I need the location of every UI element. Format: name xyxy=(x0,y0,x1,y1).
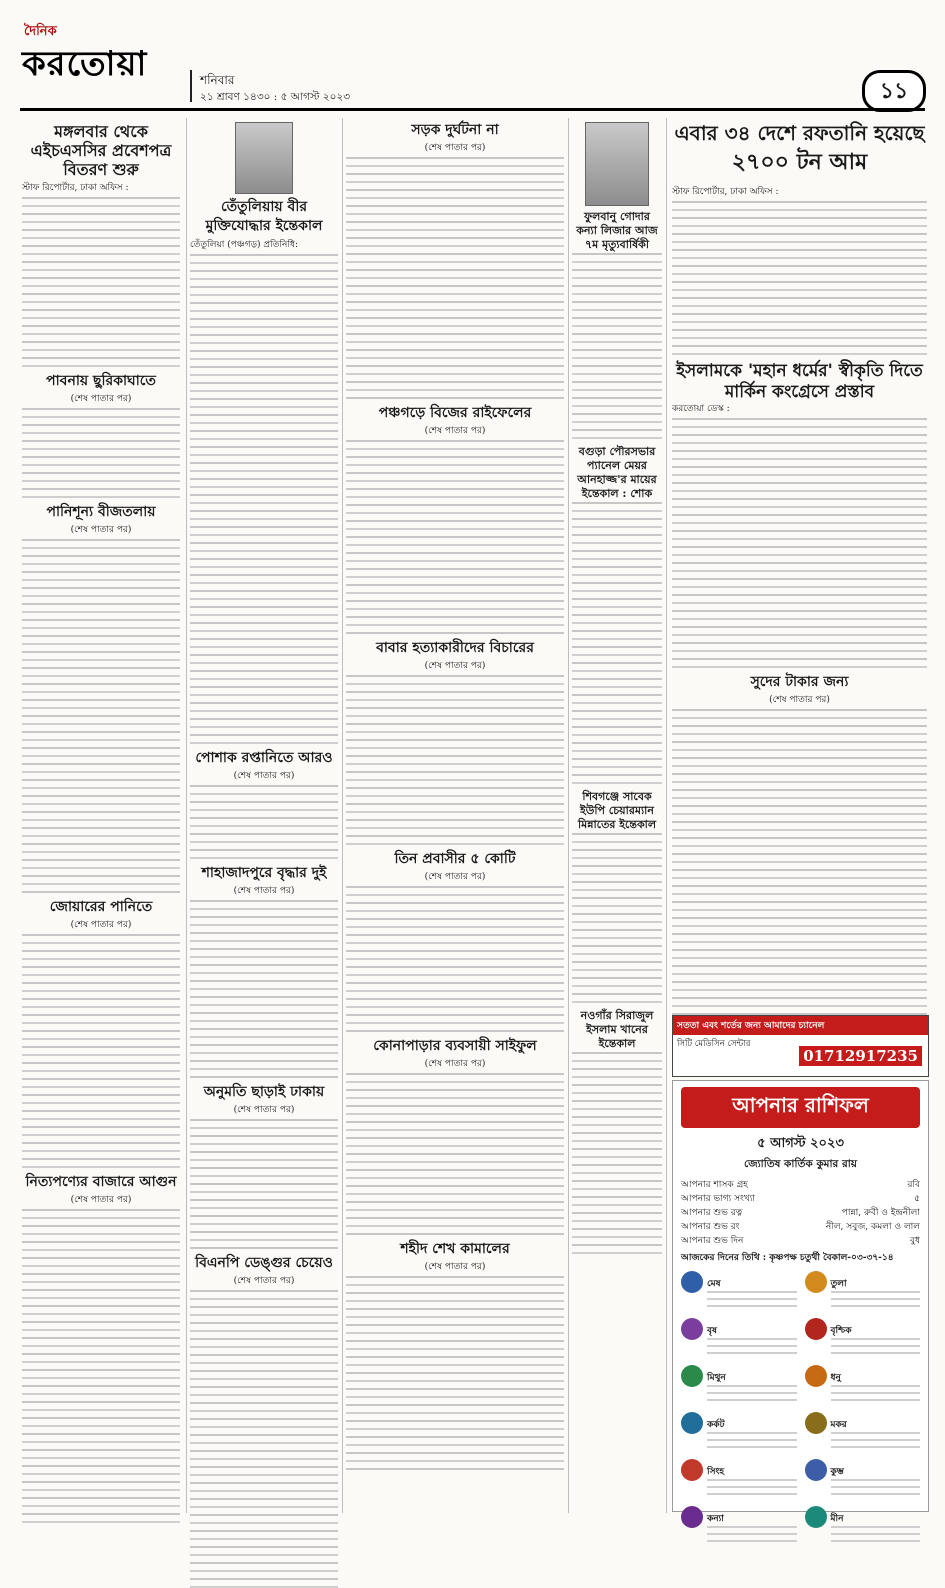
zodiac-sign xyxy=(805,1318,921,1359)
continuation-note: (শেষ পাতার পর) xyxy=(70,394,132,404)
zodiac-sign xyxy=(681,1365,797,1406)
article-text xyxy=(346,1276,564,1470)
zodiac-icon xyxy=(805,1271,827,1293)
continuation-note: (শেষ পাতার পর) xyxy=(233,771,295,781)
zodiac-name: তুলা xyxy=(830,1279,847,1289)
advertisement-banner[interactable] xyxy=(672,1015,929,1077)
zodiac-sign xyxy=(681,1412,797,1453)
continuation-note: (শেষ পাতার পর) xyxy=(424,661,486,671)
story-headline: পঞ্চগড়ে বিজের রাইফেলের xyxy=(378,405,532,421)
article-text xyxy=(572,253,662,439)
article-text xyxy=(22,197,180,367)
continuation-note: (শেষ পাতার পর) xyxy=(233,886,295,896)
column-3 xyxy=(346,118,564,1513)
horoscope-title: আপনার রাশিফল xyxy=(681,1087,920,1128)
story-headline: শহীদ শেখ কামালের xyxy=(400,1241,510,1257)
article-text xyxy=(672,201,927,355)
column-separator xyxy=(568,118,569,1513)
article-text xyxy=(346,675,564,845)
ad-business-name: সিটি মেডিসিন সেন্টার xyxy=(677,1039,751,1049)
brand-small-text: দৈনিক xyxy=(24,24,57,39)
byline: স্টাফ রিপোর্টার, ঢাকা অফিস : xyxy=(22,183,129,193)
info-row: আপনার শাসক গ্রহ রবি xyxy=(681,1180,920,1190)
zodiac-sign xyxy=(805,1459,921,1500)
zodiac-sign xyxy=(681,1318,797,1359)
zodiac-sign xyxy=(681,1271,797,1312)
story-headline: তিন প্রবাসীর ৫ কোটি xyxy=(394,851,516,867)
zodiac-icon xyxy=(681,1365,703,1387)
horoscope-info-rows xyxy=(673,1178,928,1248)
byline: তেঁতুলিয়া (পঞ্চগড়) প্রতিনিধি: xyxy=(190,240,299,250)
story-headline: নিত্যপণ্যের বাজারে আগুন xyxy=(25,1174,177,1190)
story-headline: সড়ক দুর্ঘটনা না xyxy=(411,122,499,138)
column-5 xyxy=(672,118,927,1008)
zodiac-name: সিংহ xyxy=(707,1467,725,1477)
newspaper-logo: করতোয়া xyxy=(22,44,148,84)
column-4 xyxy=(572,118,662,1513)
story-headline: পানিশূন্য বীজতলায় xyxy=(46,504,156,520)
horoscope-box xyxy=(672,1080,929,1524)
story-headline: শিবগঞ্জে সাবেক ইউপি চেয়ারম্যান মিন্নাতের ইন্তেকাল xyxy=(577,790,657,831)
tithi-line: আজকের দিনের তিথি : কৃষ্ণপক্ষ চতুর্থী বৈকাল-০৩-৩৭-১৪ xyxy=(681,1253,894,1263)
continuation-note: (শেষ পাতার পর) xyxy=(233,1276,295,1286)
article-text xyxy=(22,1209,180,1523)
continuation-note: (শেষ পাতার পর) xyxy=(424,1059,486,1069)
day-name: শনিবার xyxy=(200,73,235,87)
article-text xyxy=(22,934,180,1168)
story-headline: পোশাক রপ্তানিতে আরও xyxy=(195,750,333,766)
info-row: আপনার ভাগ্য সংখ্যা ৫ xyxy=(681,1194,920,1204)
article-text xyxy=(190,900,338,1078)
article-text xyxy=(572,833,662,1003)
zodiac-name: কর্কট xyxy=(707,1420,725,1430)
horoscope-date: ৫ আগস্ট ২০২৩ xyxy=(757,1136,844,1151)
masthead-rule xyxy=(20,108,925,111)
continuation-note: (শেষ পাতার পর) xyxy=(70,1195,132,1205)
zodiac-icon xyxy=(681,1271,703,1293)
continuation-note: (শেষ পাতার পর) xyxy=(424,143,486,153)
zodiac-name: মকর xyxy=(830,1420,847,1430)
zodiac-icon xyxy=(805,1412,827,1434)
page-number-badge: ১১ xyxy=(862,70,926,112)
column-2 xyxy=(190,118,338,1513)
byline: স্টাফ রিপোর্টার, ঢাকা অফিস : xyxy=(672,187,779,197)
zodiac-sign xyxy=(805,1412,921,1453)
column-separator xyxy=(342,118,343,1513)
article-text xyxy=(346,1073,564,1235)
horoscope-author: জ্যোতিষ কার্তিক কুমার রায় xyxy=(743,1158,857,1170)
info-row: আপনার শুভ রত্ন পান্না, রুবী ও ইন্দ্রনীলা xyxy=(681,1208,920,1218)
obituary-photo xyxy=(235,122,293,194)
zodiac-icon xyxy=(681,1506,703,1528)
continuation-note: (শেষ পাতার পর) xyxy=(70,920,132,930)
masthead-divider xyxy=(190,70,192,102)
zodiac-sign xyxy=(681,1506,797,1547)
article-text xyxy=(672,709,927,1047)
column-separator xyxy=(186,118,187,1513)
column-1 xyxy=(22,118,180,1513)
zodiac-name: মিথুন xyxy=(707,1373,726,1383)
memorial-photo xyxy=(585,122,649,206)
zodiac-name: কুম্ভ xyxy=(830,1467,844,1477)
story-headline: ফুলবানু গোদার কন্যা লিজার আজ ৭ম মৃত্যুবার্ষিকী xyxy=(576,210,658,251)
story-headline: শাহাজাদপুরে বৃদ্ধার দুই xyxy=(201,865,327,881)
zodiac-icon xyxy=(681,1459,703,1481)
zodiac-sign xyxy=(805,1365,921,1406)
continuation-note: (শেষ পাতার পর) xyxy=(70,525,132,535)
story-headline: সুদের টাকার জন্য xyxy=(750,674,849,690)
story-headline: তেঁতুলিয়ায় বীর মুক্তিযোদ্ধার ইন্তেকাল xyxy=(205,199,323,234)
zodiac-icon xyxy=(681,1412,703,1434)
article-text xyxy=(190,1119,338,1249)
zodiac-icon xyxy=(805,1459,827,1481)
story-headline: বগুড়া পৌরসভার প্যানেল মেয়র আনহাজ্জ'র মায়ের ইন্তেকাল : শোক xyxy=(577,445,657,500)
story-headline: বিএনপি ডেঙ্গুর চেয়েও xyxy=(195,1255,333,1271)
story-subheadline: ২৭০০ টন আম xyxy=(731,149,868,175)
zodiac-icon xyxy=(805,1506,827,1528)
ad-phone-number: 01712917235 xyxy=(799,1046,922,1066)
zodiac-icon xyxy=(681,1318,703,1340)
article-text xyxy=(190,254,338,744)
story-headline: জোয়ারের পানিতে xyxy=(49,899,153,915)
continuation-note: (শেষ পাতার পর) xyxy=(424,1262,486,1272)
zodiac-icon xyxy=(805,1365,827,1387)
article-text xyxy=(22,539,180,893)
article-text xyxy=(190,785,338,859)
zodiac-sign xyxy=(681,1459,797,1500)
article-text xyxy=(572,1052,662,1254)
info-row: আপনার শুভ রং নীল, সবুজ, কমলা ও লাল xyxy=(681,1222,920,1232)
continuation-note: (শেষ পাতার পর) xyxy=(769,695,830,705)
story-headline: এবার ৩৪ দেশে রফতানি হয়েছে xyxy=(674,121,925,145)
continuation-note: (শেষ পাতার পর) xyxy=(233,1105,295,1115)
continuation-note: (শেষ পাতার পর) xyxy=(424,872,486,882)
info-row: আপনার শুভ দিন বুধ xyxy=(681,1236,920,1246)
story-headline: অনুমতি ছাড়াই ঢাকায় xyxy=(203,1084,325,1100)
article-text xyxy=(672,418,927,668)
masthead xyxy=(0,0,945,110)
article-text xyxy=(190,1290,338,1588)
column-separator xyxy=(666,118,667,1513)
zodiac-sign xyxy=(805,1506,921,1547)
story-headline: কোনাপাড়ার ব্যবসায়ী সাইফুল xyxy=(373,1038,537,1054)
byline: করতোয়া ডেস্ক : xyxy=(672,404,730,414)
article-text xyxy=(572,502,662,784)
article-text xyxy=(346,157,564,399)
ad-tagline: সততা এবং শর্তের জন্য আমাদের চ্যানেল xyxy=(673,1016,928,1035)
zodiac-name: বৃশ্চিক xyxy=(830,1326,852,1336)
zodiac-icon xyxy=(805,1318,827,1340)
story-headline: পাবনায় ছুরিকাঘাতে xyxy=(46,373,156,389)
zodiac-grid xyxy=(673,1265,928,1553)
story-headline: বাবার হত্যাকারীদের বিচারের xyxy=(376,640,534,656)
story-headline: নওগাঁর সিরাজুল ইসলাম খানের ইন্তেকাল xyxy=(580,1009,654,1050)
article-text xyxy=(346,440,564,634)
zodiac-name: কন্যা xyxy=(707,1514,724,1524)
continuation-note: (শেষ পাতার পর) xyxy=(424,426,486,436)
story-headline: ইসলামকে 'মহান ধর্মের' স্বীকৃতি দিতে মার্কিন কংগ্রেসে প্রস্তাব xyxy=(676,361,923,402)
zodiac-name: মেষ xyxy=(707,1279,721,1289)
zodiac-name: মীন xyxy=(830,1514,844,1524)
zodiac-name: বৃষ xyxy=(707,1326,717,1336)
lead-headline: মঙ্গলবার থেকে এইচএসসির প্রবেশপত্র বিতরণ শুরু xyxy=(30,122,172,179)
article-text xyxy=(22,408,180,498)
date-line: ২১ শ্রাবণ ১৪৩০ : ৫ আগস্ট ২০২৩ xyxy=(200,91,351,103)
article-text xyxy=(346,886,564,1032)
zodiac-sign xyxy=(805,1271,921,1312)
zodiac-name: ধনু xyxy=(830,1373,841,1383)
